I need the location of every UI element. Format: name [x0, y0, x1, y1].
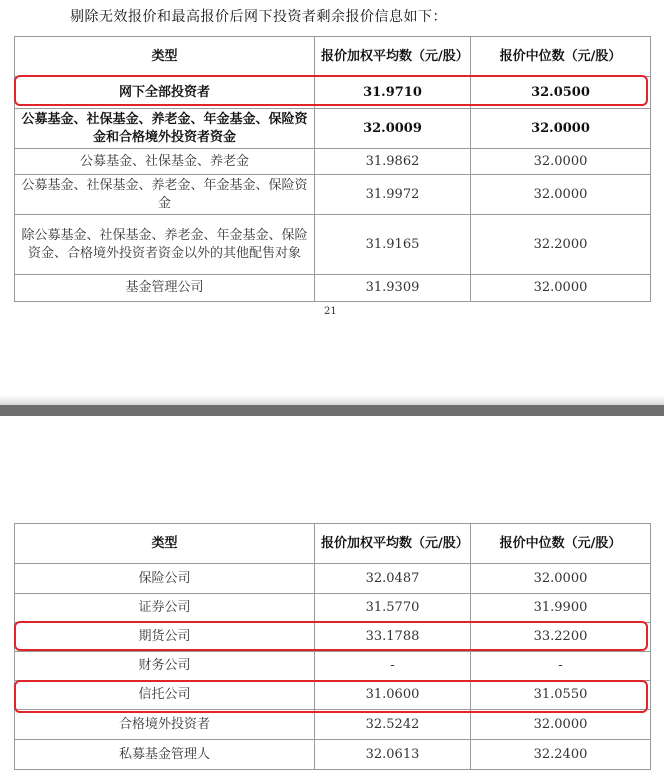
- row-type: 期货公司: [15, 623, 315, 652]
- row-avg: 32.0613: [315, 740, 471, 770]
- row-type: 财务公司: [15, 652, 315, 681]
- row-median: 32.0000: [471, 564, 651, 594]
- row-median: 32.2400: [471, 740, 651, 770]
- row-median: 31.0550: [471, 681, 651, 710]
- page-separator: [0, 405, 664, 416]
- row-median: 32.0000: [471, 710, 651, 740]
- header-median: 报价中位数（元/股）: [471, 524, 651, 564]
- row-avg: 32.5242: [315, 710, 471, 740]
- header-median: 报价中位数（元/股）: [471, 37, 651, 77]
- table-row: [15, 77, 651, 109]
- row-avg: 31.9972: [315, 175, 471, 215]
- row-median: 32.0000: [471, 175, 651, 215]
- table-row: [15, 710, 651, 740]
- row-type: 保险公司: [15, 564, 315, 594]
- row-type: 基金管理公司: [15, 275, 315, 302]
- row-avg: -: [315, 652, 471, 681]
- row-avg: 31.9710: [315, 77, 471, 109]
- row-avg: 32.0009: [315, 109, 471, 149]
- header-weighted-avg: 报价加权平均数（元/股）: [315, 524, 471, 564]
- row-avg: 31.0600: [315, 681, 471, 710]
- price-table-1: [14, 36, 651, 302]
- table-row: [15, 275, 651, 302]
- row-type: 公募基金、社保基金、养老金: [15, 149, 315, 175]
- row-type: 信托公司: [15, 681, 315, 710]
- table-row: [15, 740, 651, 770]
- intro-text: 剔除无效报价和最高报价后网下投资者剩余报价信息如下：: [70, 9, 447, 25]
- row-type: 公募基金、社保基金、养老金、年金基金、保险资金和合格境外投资者资金: [15, 109, 315, 149]
- row-type: 证券公司: [15, 594, 315, 623]
- table-row: [15, 109, 651, 149]
- row-type: 公募基金、社保基金、养老金、年金基金、保险资金: [15, 175, 315, 215]
- row-median: -: [471, 652, 651, 681]
- row-median: 32.0000: [471, 149, 651, 175]
- page-number: 21: [324, 306, 337, 317]
- row-median: 32.0000: [471, 109, 651, 149]
- row-type: 除公募基金、社保基金、养老金、年金基金、保险资金、合格境外投资者资金以外的其他配售对象: [15, 215, 315, 275]
- table-row: [15, 594, 651, 623]
- table-row: [15, 623, 651, 652]
- row-median: 31.9900: [471, 594, 651, 623]
- header-type: 类型: [15, 37, 315, 77]
- header-weighted-avg: 报价加权平均数（元/股）: [315, 37, 471, 77]
- row-avg: 31.5770: [315, 594, 471, 623]
- price-table-2: [14, 523, 651, 770]
- page-gap-shadow: [0, 395, 664, 405]
- table-row: [15, 175, 651, 215]
- table-header-row: [15, 524, 651, 564]
- row-avg: 32.0487: [315, 564, 471, 594]
- table-row: [15, 681, 651, 710]
- table-row: [15, 149, 651, 175]
- row-avg: 31.9309: [315, 275, 471, 302]
- row-median: 32.0000: [471, 275, 651, 302]
- row-type: 合格境外投资者: [15, 710, 315, 740]
- row-avg: 31.9862: [315, 149, 471, 175]
- header-type: 类型: [15, 524, 315, 564]
- table-row: [15, 564, 651, 594]
- row-avg: 33.1788: [315, 623, 471, 652]
- table-row: [15, 652, 651, 681]
- row-median: 33.2200: [471, 623, 651, 652]
- row-median: 32.2000: [471, 215, 651, 275]
- table-row: [15, 215, 651, 275]
- row-avg: 31.9165: [315, 215, 471, 275]
- row-median: 32.0500: [471, 77, 651, 109]
- row-type: 网下全部投资者: [15, 77, 315, 109]
- table-header-row: [15, 37, 651, 77]
- row-type: 私募基金管理人: [15, 740, 315, 770]
